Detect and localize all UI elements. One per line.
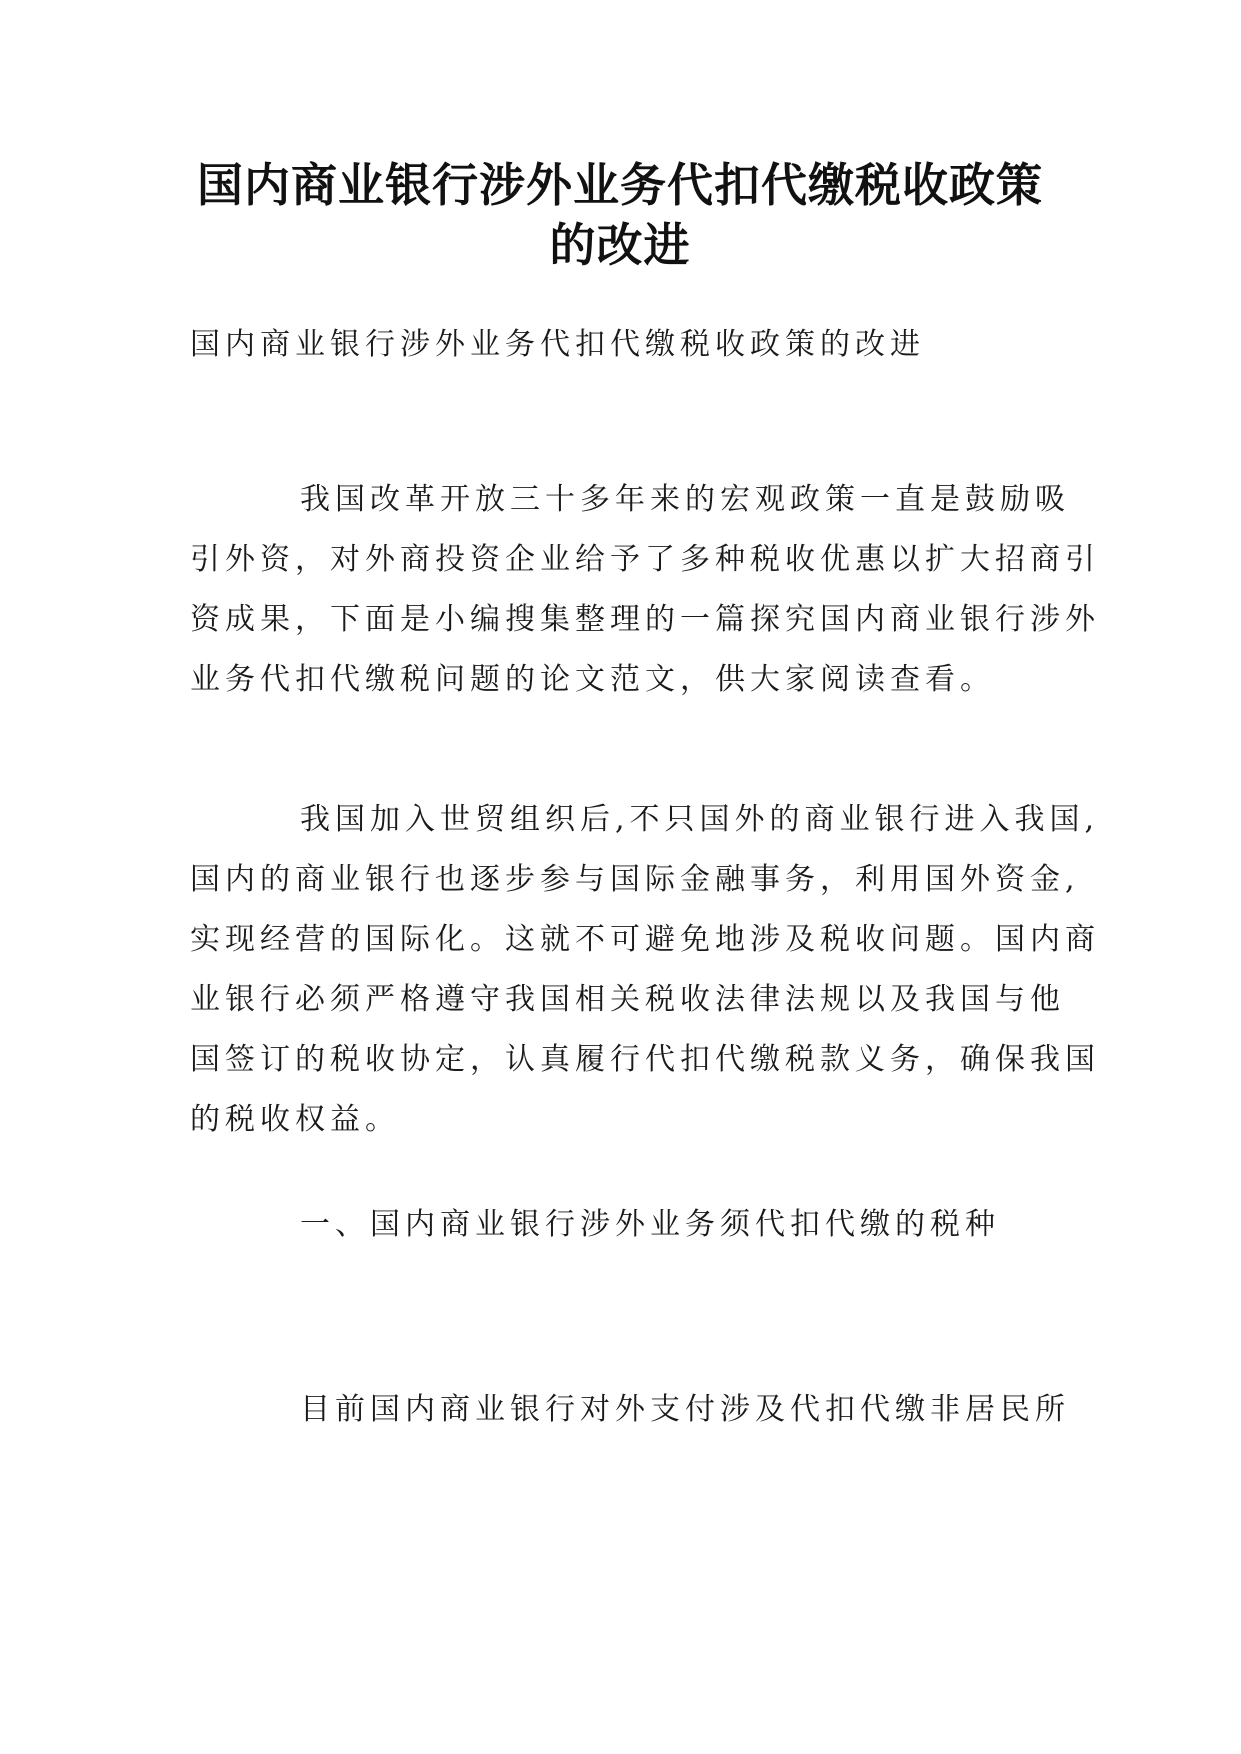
paragraph-intro — [190, 470, 1100, 710]
paragraph-line: 目前国内商业银行对外支付涉及代扣代缴非居民所 — [300, 1392, 1070, 1427]
paragraph-line: 实现经营的国际化。这就不可避免地涉及税收问题。国内商 — [190, 922, 1100, 957]
paragraph-wto — [190, 790, 1100, 1150]
paragraph-line: 的税收权益。 — [190, 1102, 400, 1137]
document-subtitle: 国内商业银行涉外业务代扣代缴税收政策的改进 — [190, 327, 925, 362]
paragraph-line: 业务代扣代缴税问题的论文范文，供大家阅读查看。 — [190, 662, 995, 697]
document-title-line-2: 的改进 — [549, 218, 691, 272]
paragraph-line: 国内的商业银行也逐步参与国际金融事务，利用国外资金, — [190, 862, 1080, 897]
paragraph-line: 引外资，对外商投资企业给予了多种税收优惠以扩大招商引 — [190, 542, 1100, 577]
paragraph-line: 国签订的税收协定，认真履行代扣代缴税款义务，确保我国 — [190, 1042, 1100, 1077]
document-title-line-1: 国内商业银行涉外业务代扣代缴税收政策 — [197, 158, 1043, 212]
paragraph-line: 我国改革开放三十多年来的宏观政策一直是鼓励吸 — [300, 482, 1070, 517]
paragraph-tax-types — [190, 1380, 1070, 1440]
paragraph-line: 资成果，下面是小编搜集整理的一篇探究国内商业银行涉外 — [190, 602, 1100, 637]
paragraph-line: 业银行必须严格遵守我国相关税收法律法规以及我国与他 — [190, 982, 1065, 1017]
paragraph-line: 我国加入世贸组织后,不只国外的商业银行进入我国, — [300, 802, 1100, 837]
section-heading: 一、国内商业银行涉外业务须代扣代缴的税种 — [300, 1207, 1000, 1242]
